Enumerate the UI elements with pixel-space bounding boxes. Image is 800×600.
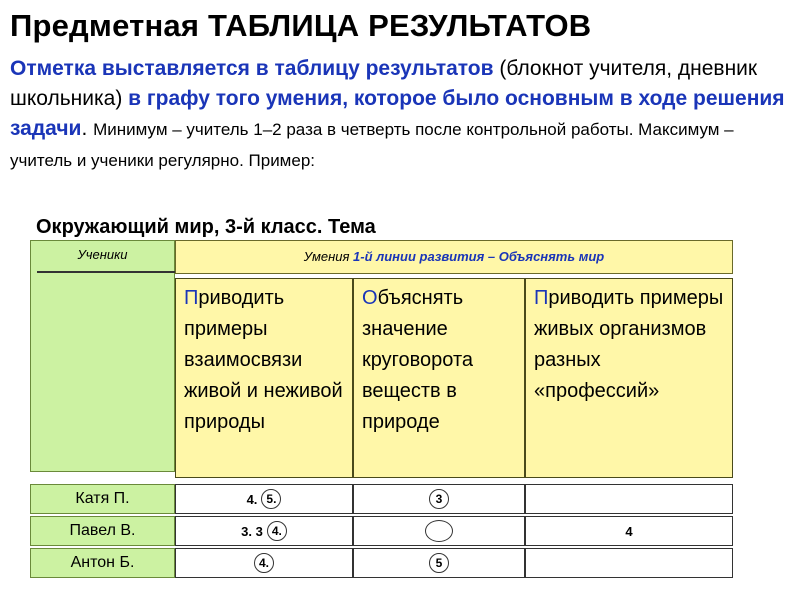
skill-2-initial: О [362,287,378,309]
grade-plain: 4. [246,491,258,507]
skill-3-text: риводить примеры живых организмов разных «профессий» [534,287,724,402]
grade-plain: 4 [625,523,633,539]
skill-3-initial: П [534,287,549,309]
grade-circled: 5 [429,553,449,573]
page-title: Предметная ТАБЛИЦА РЕЗУЛЬТАТОВ [10,8,592,43]
grade-circled: 4. [254,553,274,573]
grade-circled: 4. [267,521,287,541]
grade-cell-katya-skill-2[interactable] [353,484,525,514]
skills-header-prefix: Умения [303,249,354,264]
intro-paragraph [10,54,785,176]
pupil-name-pavel: Павел В. [30,516,175,546]
grade-cell-katya-skill-3[interactable] [525,484,733,514]
subject-heading: Окружающий мир, 3-й класс. Тема [36,216,376,238]
intro-part-3: в графу того умения, которое было основным [128,87,614,110]
skill-2-text: бъяснять значение круговорота веществ в природе [362,287,474,433]
intro-part-2: (блокнот учителя, дневник школьника) [10,57,758,110]
intro-part-7: Минимум – учитель 1–2 раза в четверть после контрольной работы. Максимум – учитель и ученики регулярно. Пример: [10,120,734,170]
pupil-name-katya: Катя П. [30,484,175,514]
grade-cell-anton-skill-3[interactable] [525,548,733,578]
grade-cell-anton-skill-1[interactable] [175,548,353,578]
skill-column-3 [525,278,733,478]
grade-circled: 5. [261,489,281,509]
grade-plain: 3. 3 [241,523,263,539]
skill-1-initial: П [184,287,199,309]
grade-circled-empty [425,520,453,542]
skills-header-line: 1-й линии развития – Объяснять мир [353,249,605,264]
grade-cell-pavel-skill-3[interactable] [525,516,733,546]
pupils-header-box [30,240,175,472]
skill-1-text: риводить примеры взаимосвязи живой и неживой природы [184,287,343,433]
grade-circled: 3 [429,489,449,509]
grade-cell-pavel-skill-1[interactable] [175,516,353,546]
skills-header [175,240,733,274]
intro-part-5: ходе решения задачи [10,87,785,140]
grade-cell-anton-skill-2[interactable] [353,548,525,578]
intro-part-6: . [81,117,94,140]
skill-column-2 [353,278,525,478]
pupils-header-label: Ученики [77,247,128,262]
pupil-name-anton: Антон Б. [30,548,175,578]
intro-part-4: в [613,87,639,110]
intro-part-1: Отметка выставляется в таблицу результатов [10,57,494,80]
grade-cell-katya-skill-1[interactable] [175,484,353,514]
skill-column-1 [175,278,353,478]
grade-cell-pavel-skill-2[interactable] [353,516,525,546]
